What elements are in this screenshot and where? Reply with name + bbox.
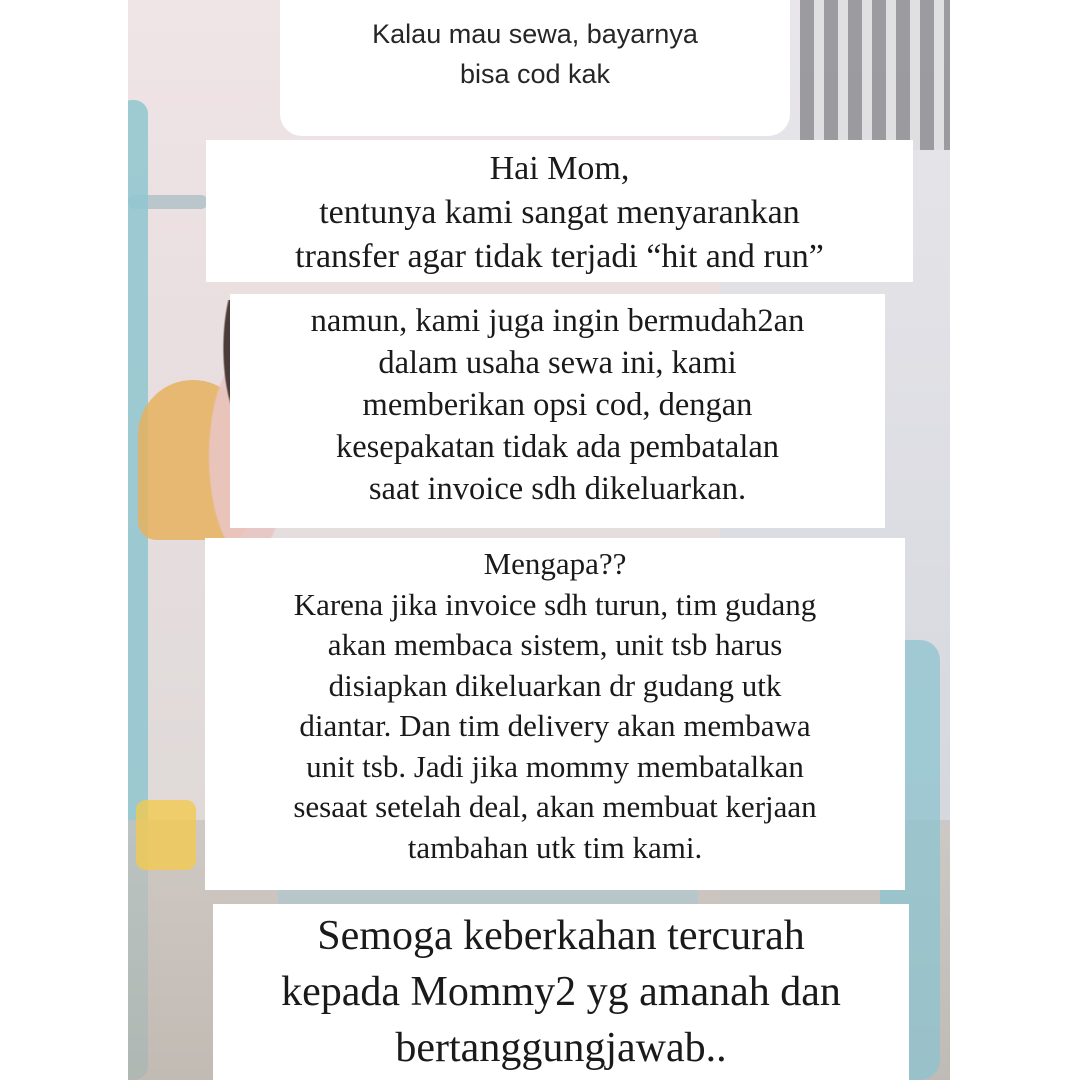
text-line: saat invoice sdh dikeluarkan. bbox=[368, 471, 747, 507]
text-line: unit tsb. Jadi jika mommy membatalkan bbox=[306, 748, 804, 784]
text-line: tentunya kami sangat menyarankan bbox=[319, 194, 800, 231]
reply-reason-box bbox=[205, 538, 905, 890]
text-line: Semoga keberkahan tercurah bbox=[317, 913, 805, 959]
closing-box bbox=[213, 904, 909, 1080]
text-line: dalam usaha sewa ini, kami bbox=[378, 345, 737, 381]
reply-greeting-box bbox=[206, 140, 913, 282]
text-line: disiapkan dikeluarkan dr gudang utk bbox=[328, 667, 782, 703]
reply-cod-box bbox=[230, 294, 885, 528]
text-line: memberikan opsi cod, dengan bbox=[362, 387, 753, 423]
text-line: namun, kami juga ingin bermudah2an bbox=[310, 303, 805, 339]
text-line: bertanggungjawab.. bbox=[395, 1025, 727, 1071]
background-toy bbox=[136, 800, 196, 870]
question-sticker bbox=[280, 0, 790, 136]
text-line: akan membaca sistem, unit tsb harus bbox=[327, 627, 783, 662]
background-pattern bbox=[800, 0, 950, 150]
text-line: transfer agar tidak terjadi “hit and run” bbox=[295, 238, 824, 275]
text-line: Hai Mom, bbox=[489, 150, 630, 187]
question-line: Kalau mau sewa, bayarnya bbox=[372, 19, 698, 49]
question-line: bisa cod kak bbox=[459, 59, 611, 89]
text-line: sesaat setelah deal, akan membuat kerjaan bbox=[293, 789, 817, 824]
text-line: diantar. Dan tim delivery akan membawa bbox=[299, 708, 811, 743]
text-line: kepada Mommy2 yg amanah dan bbox=[281, 969, 841, 1015]
text-line: kesepakatan tidak ada pembatalan bbox=[335, 429, 780, 465]
text-line: tambahan utk tim kami. bbox=[407, 829, 703, 865]
text-line: Mengapa?? bbox=[483, 546, 627, 581]
text-line: Karena jika invoice sdh turun, tim gudang bbox=[293, 586, 817, 622]
